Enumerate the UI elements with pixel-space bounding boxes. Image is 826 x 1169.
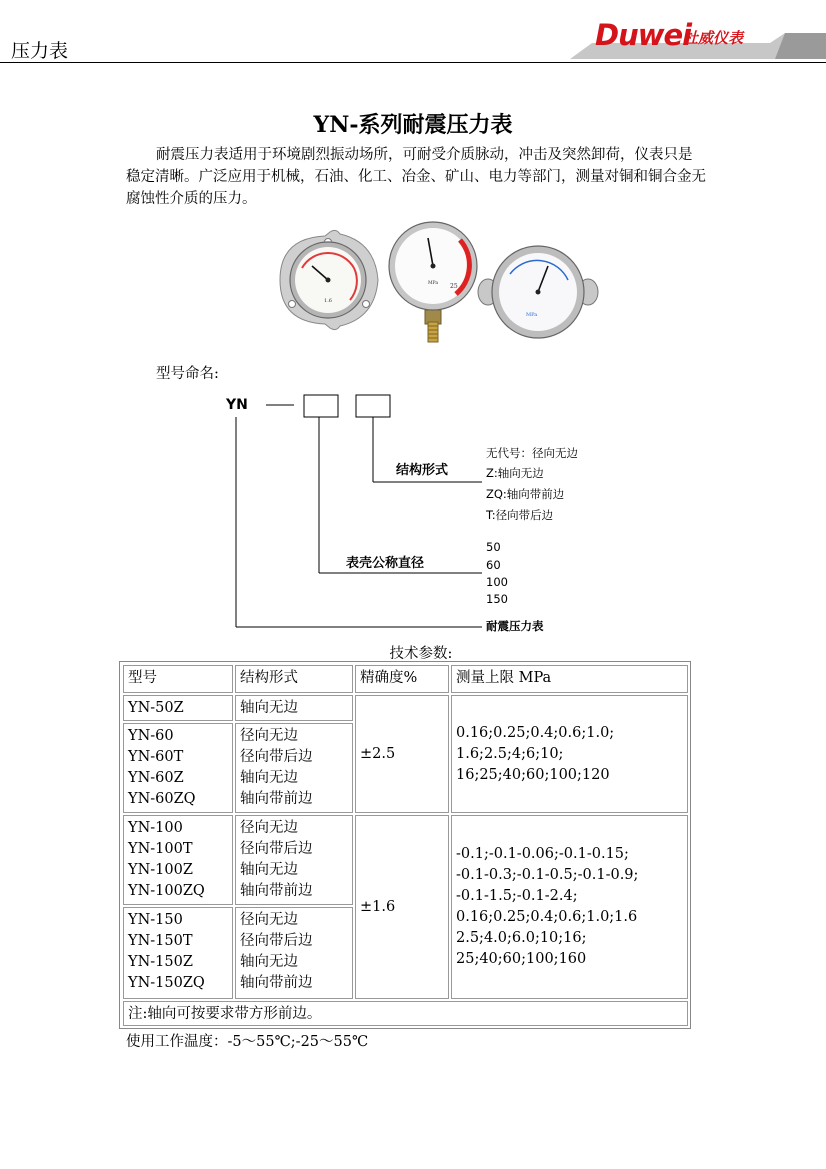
table-cell-accuracy: ±2.5 bbox=[355, 695, 449, 813]
tech-params-label: 技术参数: bbox=[389, 646, 453, 662]
intro-paragraph: 耐震压力表适用于环境剧烈振动场所，可耐受介质脉动，冲击及突然卸荷，仪表只是稳定清晰。广泛应用于机械，石油、化工、冶金、矿山、电力等部门，测量对铜和铜合金无腐蚀性介质的压力。 bbox=[126, 147, 706, 207]
diameter-option: 150 bbox=[486, 592, 508, 606]
table-cell-model: YN-100 YN-100T YN-100Z YN-100ZQ bbox=[123, 815, 233, 905]
structure-option: Z:轴向无边 bbox=[486, 466, 544, 480]
brand-logo-latin: Duwei bbox=[595, 18, 692, 52]
structure-title: 结构形式 bbox=[396, 463, 449, 478]
table-cell-accuracy: ±1.6 bbox=[355, 815, 449, 999]
table-header-cell: 型号 bbox=[123, 665, 233, 693]
naming-label: 型号命名: bbox=[156, 366, 219, 382]
product-name: 耐震压力表 bbox=[486, 619, 544, 633]
table-cell-structure: 径向无边 径向带后边 轴向无边 轴向带前边 bbox=[235, 907, 353, 999]
table-cell-model: YN-60 YN-60T YN-60Z YN-60ZQ bbox=[123, 723, 233, 813]
diameter-option: 50 bbox=[486, 540, 501, 554]
brand-logo-cn: 杜威仪表 bbox=[683, 29, 744, 47]
page-header bbox=[0, 0, 826, 66]
table-header-cell: 测量上限 MPa bbox=[451, 665, 688, 693]
diameter-option: 100 bbox=[486, 575, 508, 589]
gauge3-mark: MPa bbox=[526, 312, 538, 318]
structure-option: T:径向带后边 bbox=[486, 508, 554, 522]
table-header-cell: 结构形式 bbox=[235, 665, 353, 693]
gauge-photo-axial-front-flange bbox=[280, 230, 378, 329]
model-naming-diagram bbox=[220, 385, 620, 635]
gauge-photos bbox=[270, 218, 610, 348]
tech-params-table bbox=[119, 661, 691, 1029]
table-cell-model: YN-50Z bbox=[123, 695, 233, 721]
structure-slot bbox=[356, 395, 390, 417]
gauge-photo-axial-clamp bbox=[478, 246, 598, 338]
diameter-title: 表壳公称直径 bbox=[346, 556, 425, 571]
header-divider bbox=[0, 62, 826, 63]
table-header-cell: 精确度% bbox=[355, 665, 449, 693]
structure-option: ZQ:轴向带前边 bbox=[486, 487, 565, 501]
gauge2-mark-unit: MPa bbox=[427, 281, 439, 286]
table-cell-range: -0.1;-0.1-0.06;-0.1-0.15; -0.1-0.3;-0.1-0.5;-0.1-0.9; -0.1-1.5;-0.1-2.4; 0.16;0.25;0.4;0.6;1.0;1.6 2.5;4.0;6.0;10;16; 25;40;60;100;160 bbox=[451, 815, 688, 999]
gauge-photo-radial bbox=[389, 222, 477, 342]
table-note: 注:轴向可按要求带方形前边。 bbox=[123, 1001, 688, 1026]
diameter-slot bbox=[304, 395, 338, 417]
table-cell-range: 0.16;0.25;0.4;0.6;1.0; 1.6;2.5;4;6;10; 16;25;40;60;100;120 bbox=[451, 695, 688, 813]
naming-prefix: YN bbox=[226, 397, 248, 413]
table-cell-model: YN-150 YN-150T YN-150Z YN-150ZQ bbox=[123, 907, 233, 999]
table-cell-structure: 轴向无边 bbox=[235, 695, 353, 721]
gauge2-mark-value: 25 bbox=[450, 283, 458, 290]
diameter-option: 60 bbox=[486, 558, 501, 572]
section-title: 压力表 bbox=[11, 40, 69, 62]
document-title: YN-系列耐震压力表 bbox=[313, 112, 513, 138]
table-cell-structure: 径向无边 径向带后边 轴向无边 轴向带前边 bbox=[235, 723, 353, 813]
structure-option: 无代号：径向无边 bbox=[486, 446, 578, 460]
gauge1-mark: 1.6 bbox=[324, 298, 332, 304]
table-cell-structure: 径向无边 径向带后边 轴向无边 轴向带前边 bbox=[235, 815, 353, 905]
operating-temperature: 使用工作温度：-5～55℃;-25～55℃ bbox=[126, 1034, 369, 1050]
